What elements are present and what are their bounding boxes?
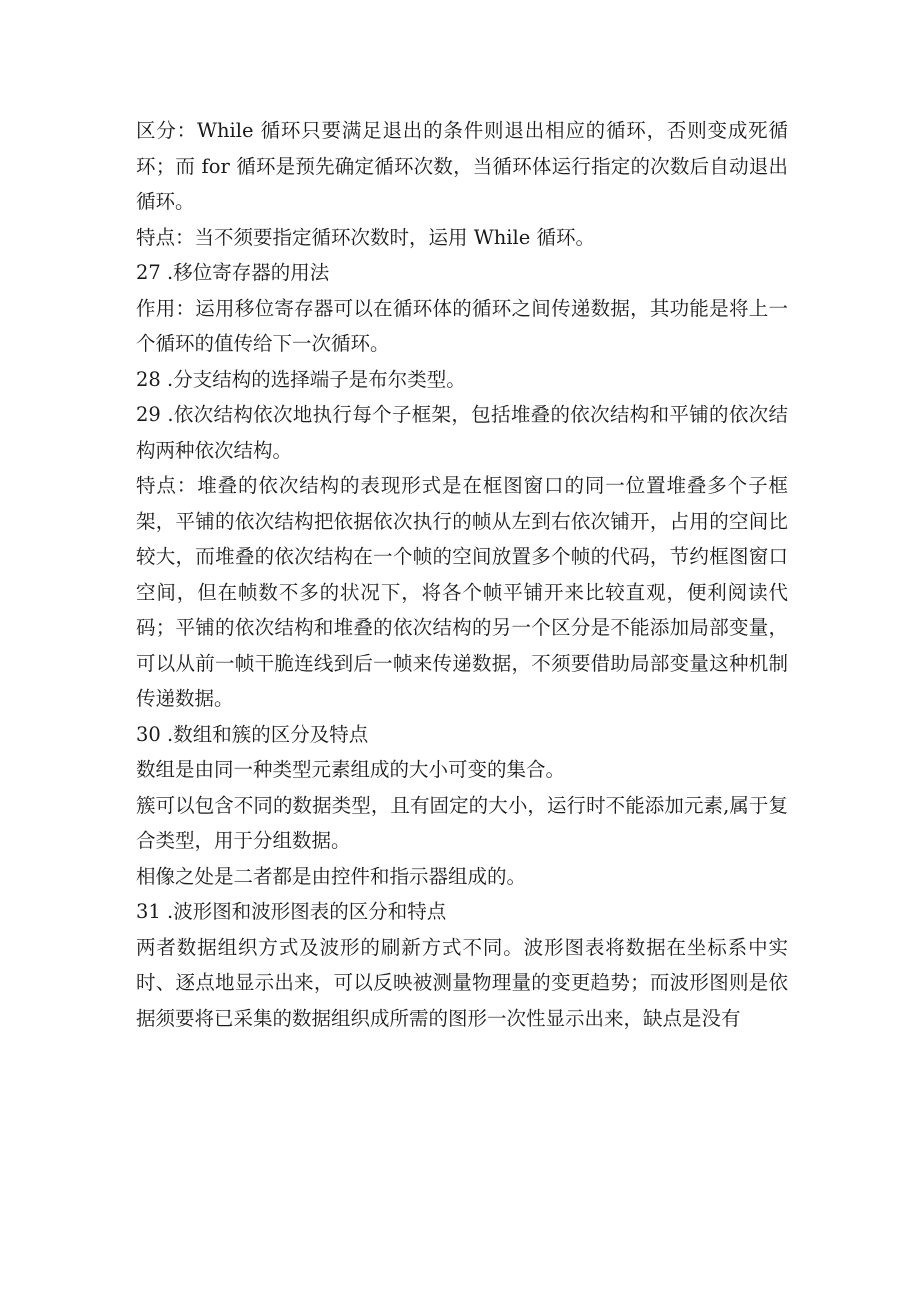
paragraph-cluster-definition: 簇可以包含不同的数据类型，且有固定的大小，运行时不能添加元素,属于复合类型，用于分组数据。 [136, 793, 788, 852]
paragraph-while-feature: 特点：当不须要指定循环次数时，运用 While 循环。 [136, 225, 596, 249]
paragraph-array-definition: 数组是由同一种类型元素组成的大小可变的集合。 [136, 758, 566, 781]
paragraph-array-cluster-similarity: 相像之处是二者都是由控件和指示器组成的。 [136, 864, 527, 888]
heading-27-shift-register: 27 .移位寄存器的用法 [136, 261, 330, 284]
paragraph-29-sequence-structure: 29 .依次结构依次地执行每个子框架，包括堆叠的依次结构和平铺的依次结构两种依次结构。 [136, 403, 788, 462]
heading-28-case-selector: 28 .分支结构的选择端子是布尔类型。 [136, 367, 466, 391]
heading-30-array-cluster: 30 .数组和簇的区分及特点 [136, 722, 369, 746]
document-body [136, 113, 788, 1036]
heading-31-waveform-graph-chart: 31 .波形图和波形图表的区分和特点 [136, 900, 447, 923]
paragraph-sequence-features: 特点：堆叠的依次结构的表现形式是在框图窗口的同一位置堆叠多个子框架，平铺的依次结构把依据依次执行的帧从左到右依次铺开，占用的空间比较大，而堆叠的依次结构在一个帧的空间放置多个帧的代码，节约框图窗口空间，但在帧数不多的状况下，将各个帧平铺开来比较直观，便利阅读代码；平铺的依次结构和堆叠的依次结构的另一个区分是不能添加局部变量，可以从前一帧干脆连线到后一帧来传递数据，不须要借助局部变量这种机制传递数据。 [136, 474, 788, 710]
paragraph-waveform-difference: 两者数据组织方式及波形的刷新方式不同。波形图表将数据在坐标系中实时、逐点地显示出来，可以反映被测量物理量的变更趋势；而波形图则是依据须要将已采集的数据组织成所需的图形一次性显示出来，缺点是没有 [136, 935, 788, 1030]
paragraph-while-vs-for: 区分：While 循环只要满足退出的条件则退出相应的循环，否则变成死循环；而 for 循环是预先确定循环次数，当循环体运行指定的次数后自动退出循环。 [136, 119, 788, 213]
paragraph-shift-register-function: 作用：运用移位寄存器可以在循环体的循环之间传递数据，其功能是将上一个循环的值传给下一次循环。 [136, 296, 788, 355]
